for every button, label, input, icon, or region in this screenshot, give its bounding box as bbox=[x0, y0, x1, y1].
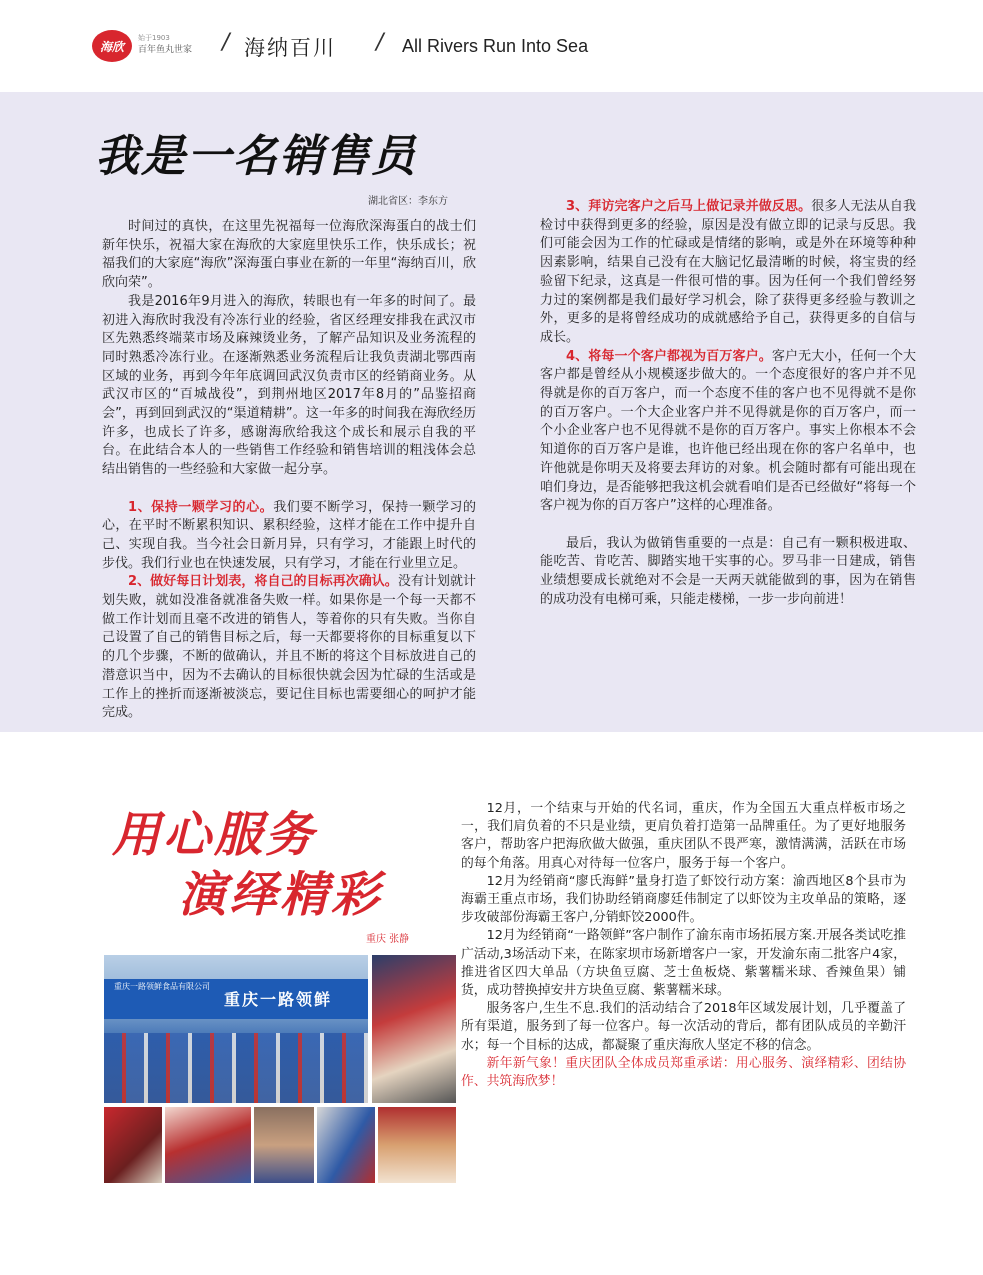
point-heading: 4、将每一个客户都视为百万客户。 bbox=[566, 348, 772, 364]
store-photo bbox=[372, 955, 456, 1103]
article1-byline: 湖北省区：李东方 bbox=[368, 196, 448, 207]
article2-byline: 重庆 张静 bbox=[366, 934, 410, 945]
paragraph: 我是2016年9月进入的海欣，转眼也有一年多的时间了。最初进入海欣时我没有冷冻行业的经验，省区经理安排我在武汉市区先熟悉终端菜市场及麻辣烫业务，了解产品知识及业务流程的同时熟悉冷冻行业。在逐渐熟悉业务流程后让我负责湖北鄂西南区域的业务，再到今年年底调回武汉负责市区的经销商业务。从武汉市区的“百城战役”，到荆州地区2017年8月的”品鉴招商会”，再到回到武汉的“渠道精耕”。这一年多的时间我在海欣经历许多，也成长了许多，感谢海欣给我这个成长和展示自我的平台。在此结合本人的一些销售工作经验和销售培训的粗浅体会总结出销售的一些经验和大家做一起分享。 bbox=[102, 293, 476, 478]
page-header bbox=[0, 0, 983, 86]
article2-column bbox=[461, 800, 906, 1091]
paragraph: 时间过的真快，在这里先祝福每一位海欣深海蛋白的战士们新年快乐，祝福大家在海欣的大家庭里快乐工作，快乐成长；祝福我们的大家庭“海欣”深海蛋白事业在新的一年里“海纳百川，欣欣向荣”。 bbox=[102, 219, 476, 291]
closing-paragraph: 新年新气象！重庆团队全体成员郑重承诺：用心服务、演绎精彩、团结协作、共筑海欣梦！ bbox=[461, 1055, 906, 1090]
activity-photo bbox=[254, 1107, 314, 1183]
point-body: 客户无大小，任何一个大客户都是曾经从小规模逐步做大的。一个态度很好的客户并不见得就是你的百万客户，而一个态度不佳的客户也不见得就不是你的百万客户。一个大企业客户并不见得就是你的百万客户，而一个小企业客户也不见得就不是你的百万客户。事实上你根本不会知道你的百万客户是谁，也许他已经出现在你的客户名单中，也许他就是你明天及将要去拜访的对象。机会随时都有可能出现在咱们身边，是否能够把我这机会就看咱们是否已经做好“将每一个客户视为你的百万客户”这样的心理准备。 bbox=[540, 348, 916, 514]
closing-paragraph: 最后，我认为做销售重要的一点是：自己有一颗积极进取、能吃苦、肯吃苦、脚踏实地干实事的心。罗马非一日建成，销售业绩想要成长就绝对不会是一天两天就能做到的事，因为在销售的成功没有电梯可乘，只能走楼梯，一步一步向前进！ bbox=[540, 535, 916, 607]
point-heading: 1、保持一颗学习的心。 bbox=[128, 499, 274, 515]
logo-since: 始于1903 bbox=[138, 34, 170, 42]
point-heading: 2、做好每日计划表，将自己的目标再次确认。 bbox=[128, 574, 398, 590]
point-1 bbox=[102, 499, 476, 574]
divider-slash: / bbox=[222, 30, 230, 55]
section-title-en: All Rivers Run Into Sea bbox=[402, 36, 589, 56]
activity-photo bbox=[104, 1107, 162, 1183]
point-4 bbox=[540, 348, 916, 516]
paragraph: 12月为经销商“廖氏海鲜”量身打造了虾饺行动方案：渝西地区8个县市为海霸王重点市场，我们协助经销商廖廷伟制定了以虾饺为主攻单品的策略，逐步攻破部份海霸王客户,分销虾饺2000件。 bbox=[461, 873, 906, 926]
paragraph: 12月为经销商“一路领鲜”客户制作了渝东南市场拓展方案.开展各类试吃推广活动,3场活动下来，在陈家坝市场新增客户一家，开发渝东南二批客户4家，推进省区四大单品（方块鱼豆腐、芝士鱼板烧、紫薯糯米球、香辣鱼果）铺货，成功替换掉安井方块鱼豆腐、紫薯糯米球。 bbox=[461, 928, 906, 999]
event-banner: 重庆一路领鲜 bbox=[104, 979, 368, 1019]
article2-title-line1: 用心服务 bbox=[112, 807, 317, 863]
activity-photo bbox=[378, 1107, 456, 1183]
point-heading: 3、拜访完客户之后马上做记录并做反思。 bbox=[566, 199, 812, 214]
divider-slash: / bbox=[376, 30, 384, 55]
section-title-cn: 海纳百川 bbox=[244, 36, 336, 60]
article1-column-left bbox=[102, 218, 476, 723]
article1-title: 我是一名销售员 bbox=[95, 131, 417, 182]
paragraph: 12月，一个结束与开始的代名词，重庆，作为全国五大重点样板市场之一，我们肩负着的不只是业绩，更肩负着打造第一品牌重任。为了更好地服务客户，帮助客户把海欣做大做强，重庆团队不畏严寒，激情满满，活跃在市场的每个角落。用真心对待每一位客户，服务于每一个客户。 bbox=[461, 801, 906, 871]
team-photo-main bbox=[104, 955, 368, 1103]
logo-tagline bbox=[138, 32, 192, 56]
article1-column-right bbox=[540, 122, 916, 609]
logo-subtitle: 百年鱼丸世家 bbox=[138, 45, 193, 55]
haixin-logo: 海欣 bbox=[92, 30, 132, 62]
point-body: 我们要不断学习，保持一颗学习的心，在平时不断累积知识、累积经验，这样才能在工作中提升自己、实现自我。当今社会日新月异，只有学习，才能跟上时代的步伐。我们行业也在快速发展，只有学习，才能在行业里立足。 bbox=[102, 499, 476, 571]
paragraph: 服务客户,生生不息.我们的活动结合了2018年区域发展计划，几乎覆盖了所有渠道，服务到了每一位客户。每一次活动的背后，都有团队成员的辛勤汗水；每一个目标的达成，都凝聚了重庆海欣人坚定不移的信念。 bbox=[461, 1001, 906, 1053]
point-body: 没有计划就计划失败，就如没准备就准备失败一样。如果你是一个每一天都不做工作计划而且毫不改进的销售人，等着你的只有失败。当你自己设置了自己的销售目标之后，每一天都要将你的目标重复以下的几个步骤，不断的做确认，并且不断的将这个目标放进自己的潜意识当中，因为不去确认的目标很快就会因为忙碌的生活或是工作上的挫折而逐渐被淡忘，要记住目标也需要细心的呵护才能完成。 bbox=[102, 574, 476, 721]
activity-photo bbox=[165, 1107, 251, 1183]
point-2 bbox=[102, 573, 476, 723]
article2-title-line2: 演绎精彩 bbox=[178, 867, 383, 923]
team-members bbox=[104, 1033, 368, 1103]
point-3 bbox=[540, 198, 916, 348]
event-banner-small: 重庆一路领鲜食品有限公司 bbox=[114, 982, 210, 991]
point-body: 很多人无法从自我检讨中获得到更多的经验，原因是没有做立即的记录与反思。我们可能会因为工作的忙碌或是情绪的影响，或是外在环境等种种因素影响，结果自己没有在大脑记忆最清晰的时候，将宝贵的经验留下纪录，这真是一件很可惜的事。因为任何一个我们曾经努力过的案例都是我们最好学习机会，除了获得更多经验与教训之外，更多的是将曾经成功的成就感给予自己，获得更多的自信与成长。 bbox=[540, 199, 916, 345]
activity-photo bbox=[317, 1107, 375, 1183]
